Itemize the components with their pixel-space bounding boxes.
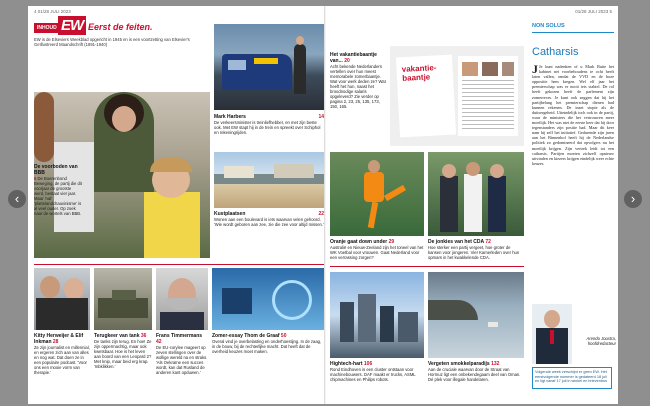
article-oranje[interactable] <box>330 239 424 260</box>
jonkies-text: Hoe sterker een partij vergeet, hoe groter de kansen voor jongeren. Vier Kamerleden over hun opmars in het kwakkelende CDA. <box>428 245 520 260</box>
kustplaatsen-number: 22 <box>318 211 324 217</box>
oranje-text: Australië en Nieuw-Zeeland zijn het toneel van het WK Voetbal voor vrouwen. Gaat Nederland voor een verrassing zorgen? <box>330 245 424 260</box>
smokkel-title: Vergeten smokkelparadijs <box>428 361 490 367</box>
voorboden-title: De voorboden van BBB <box>34 164 78 176</box>
right-page <box>326 6 618 404</box>
zomer-title: Zomer-essay Thom de Graaf <box>212 333 280 339</box>
voorboden-number: 6 <box>34 176 37 181</box>
article-hightech[interactable] <box>330 361 424 382</box>
vakantie-number: 20 <box>344 58 350 64</box>
divider <box>330 266 524 267</box>
article-kitty[interactable] <box>34 333 90 375</box>
right-page-header: 01/28 JULI 2023 5 <box>575 9 612 14</box>
article-frans[interactable] <box>156 333 208 375</box>
hightech-text: Rond Eindhoven is een cluster ontstaan voor machinebouwers. DAF maakt er trucks, ASML chipmachines en Philips robots. <box>330 367 416 382</box>
coast-photo <box>428 272 524 358</box>
city-photo <box>330 272 424 358</box>
kitty-text: Ze zijn journalist en millennial, en ergeren zich aan van alles en nog wat. Dat doen ze in een populaire podcast. 'Voor ons een mooie vorm van therapie.' <box>34 345 90 375</box>
left-page <box>28 6 326 404</box>
oranje-title: Oranje gaat down under <box>330 239 388 245</box>
article-harbers[interactable] <box>214 114 324 135</box>
frans-number: 42 <box>156 339 162 345</box>
tank-photo <box>94 268 152 330</box>
kitty-photo <box>34 268 90 330</box>
article-jonkies[interactable] <box>428 239 524 260</box>
frans-text: De EU-corylee mageert op zeven stellingen over de wollige wereld na en straks. 'Als Oekraïne een succes wordt, kan dat Rusland de anderen kant opduwen.' <box>156 345 208 375</box>
intro-text: EW is de Elseviers Weekblad opgericht in 1945 en is een voortzetting van Elsevier's Geïllustreerd Maandschrift (1891-1940) <box>34 37 190 48</box>
hightech-number: 106 <box>363 361 373 367</box>
hightech-title: Hightech-hart <box>330 361 363 367</box>
smokkel-text: Aan de cruciale waarvan door de Straat van Hormuz ligt een onbekendegaam deel van Oman. Dé plek voor illegale handelaren. <box>428 367 521 382</box>
column-author: Arendo Joustra, hoofdredacteur <box>586 336 616 346</box>
timmermans-photo <box>156 268 208 330</box>
inhoud-label: INHOUD <box>34 23 60 33</box>
author-photo <box>532 304 572 364</box>
voorboden-text: De Boerenbond Beweging, de partij die dit voorjaar de grootste werd, bestaat vier jaar. Maar 'nat' 'plattelandchauvinisme' is al veel ouder. Op zoek naar de wortels van BBB. <box>34 176 82 216</box>
kitty-title: Kitty Herweijer & Elif Inkman <box>34 333 84 345</box>
article-tank[interactable] <box>94 333 152 369</box>
high-tech-photo <box>212 268 324 330</box>
cda-photo <box>428 152 524 236</box>
article-smokkel[interactable] <box>428 361 524 382</box>
section-label: NON SOLUS <box>532 23 565 29</box>
harbers-text: De verkeersminister is treinliefhebber, en met zijn beste ook. Met EW stapt hij in de trein en spreekt over Schiphol en rekeningrijden. <box>214 120 321 135</box>
tagline: Eerst de feiten. <box>88 22 153 32</box>
kitty-number: 28 <box>52 339 59 345</box>
smokkel-number: 132 <box>491 361 500 367</box>
column-text: Je kunt nadenken of u Mark Rutte het kabinet net voorbehoudens te ocht heeft laten vallen, omdat de VVD en de boze oppositie hem kregen. Wel elf jaar het premierschap was er nooit iets stabiel. De rol heeft gekozen heeft de parlement zijn zomerreces. Je kunt ook zeggen dat hij het partijbelang het premierschap dienen had kunnen rekenen. De inzet stopte als de duitsergeheid. Uiteindelijk toch ook in de partij, waar de ministers die het vertrouwen meer moeilijk. Het was niet de eerste keer dat hij door tegenstanders zijn positie had. Maar dit keer nam hij zelf het initiatief. Gedurende zijn jaren aan het Binnenhof heeft hij de Nederlandse politiek zo gedomineerd dat opvolgers nu het moeilijk krijgen. Zijn vertrek leidt tot een catharsis. Partijen moeten zichzelf opnieuw uitvinden en kiezers krijgen eindelijk weer echte keuzes. <box>532 64 614 166</box>
tank-number: 36 <box>140 333 147 339</box>
vakantie-title: Het vakantiebaantje van... <box>330 52 377 64</box>
tank-title: Terugkeer van tank <box>94 333 140 339</box>
zomer-text: Overal vind je overbelasting en onderhoestijng. In de zaag, in de bouw, bij de rechterlijke macht. Dat heeft dat de overheid keuzes moet maken. <box>212 339 322 354</box>
ew-logo: EW <box>58 16 86 35</box>
kustplaatsen-title: Kustplaatsen <box>214 211 246 217</box>
article-kustplaatsen[interactable] <box>214 211 324 227</box>
next-page-icon[interactable]: › <box>624 190 642 208</box>
jonkies-title: De jonkies van het CDA <box>428 239 484 245</box>
divider <box>34 264 324 265</box>
article-zomer[interactable] <box>212 333 324 354</box>
zomer-number: 50 <box>280 333 287 339</box>
article-voorboden[interactable] <box>34 164 82 216</box>
kustplaatsen-text: Wonen aan een boulevard is iets waarvan velen gehoord. 'Wie wordt geboren aan zee, zie die zee voor altijd missen.' <box>214 217 324 227</box>
previous-page-icon[interactable]: ‹ <box>8 190 26 208</box>
left-page-header: 4 01/28 JULI 2023 <box>34 9 71 14</box>
notice-box: Volgende week verschijnt er geen EW. Het eerstvolgende nummer is gedateerd 18 juli en ligt vanaf 17 juli in winkel en brievenbus <box>532 367 612 389</box>
tank-text: De tanks zijn terug. En hoe! Ze zijn oppermachtig, maar ook kwetsbaar. Hoe is het leven aan boord van een Leopard 2? Met knip, maar beid erg krap. 'Inbklikken.' <box>94 339 152 369</box>
vakantie-spread-photo: vakantie- baantje <box>390 46 524 146</box>
train-photo <box>214 24 324 110</box>
column-title: Catharsis <box>532 46 579 58</box>
column-body: J Je kunt nadenken of u Mark Rutte het kabinet net voorbehoudens te ocht heeft laten vallen, omdat de VVD en de boze oppositie hem kregen. Wel elf jaar het premierschap was er nooit iets stabiel. De rol heeft gekozen heeft de parlement zijn zomerreces. Je kunt ook zeggen dat hij het partijbelang het premierschap dienen had kunnen rekenen. De inzet stopte als de duitsergeheid. Uiteindelijk toch ook in de partij, waar de ministers die het vertrouwen meer moeilijk. Het was niet de eerste keer dat hij door tegenstanders zijn positie had. Maar dit keer nam hij zelf het initiatief. Gedurende zijn jaren aan het Binnenhof heeft hij de Nederlandse politiek zo gedomineerd dat opvolgers nu het moeilijk krijgen. Zijn vertrek leidt tot een catharsis. Partijen moeten zichzelf opnieuw uitvinden en kiezers krijgen eindelijk weer echte keuzes. <box>532 64 614 166</box>
jonkies-number: 72 <box>485 239 491 245</box>
harbers-title: Mark Harbers <box>214 114 246 120</box>
beach-photo <box>214 152 324 208</box>
article-vakantie[interactable] <box>330 52 386 109</box>
vakantie-text: Acht bekende Nederlanders vertellen over hun meest memorabele zomerbaantje. Wat voor werk deden ze? Wat heeft het hun, naast het broodnodige salaris opgeleverd? Zie verder op pagina 2, 23, 25, 135, 173, 150, 165. <box>330 64 386 109</box>
oranje-number: 29 <box>388 239 395 245</box>
football-photo <box>330 152 424 236</box>
harbers-number: 14 <box>318 114 324 120</box>
frans-title: Frans Timmermans <box>156 333 203 339</box>
column-rule <box>532 32 614 33</box>
